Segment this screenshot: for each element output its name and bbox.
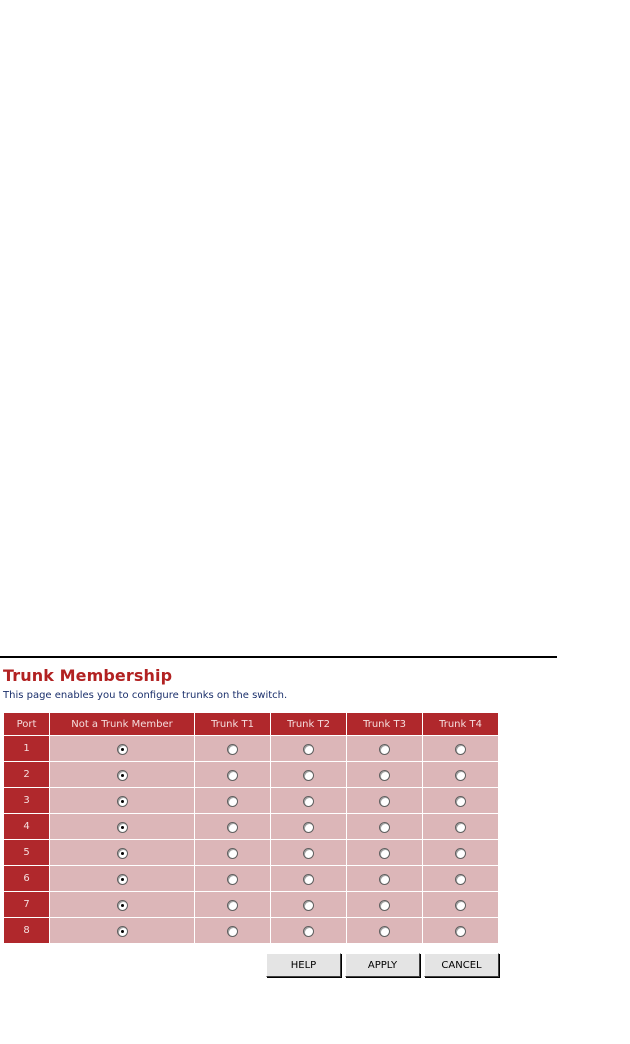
radio-port-2-t1[interactable] (227, 770, 238, 781)
cell-t2 (271, 840, 346, 865)
radio-port-6-t4[interactable] (455, 874, 466, 885)
radio-port-8-t3[interactable] (379, 926, 390, 937)
column-header-trunk-t2: Trunk T2 (271, 713, 346, 735)
radio-port-1-t2[interactable] (303, 744, 314, 755)
cell-t1 (195, 918, 270, 943)
radio-port-4-t3[interactable] (379, 822, 390, 833)
cell-not (50, 866, 194, 891)
cell-t4 (423, 788, 498, 813)
port-number: 3 (4, 788, 49, 813)
cell-t2 (271, 918, 346, 943)
radio-port-2-t4[interactable] (455, 770, 466, 781)
table-row (4, 840, 498, 865)
port-number: 4 (4, 814, 49, 839)
cell-t3 (347, 788, 422, 813)
radio-port-1-t3[interactable] (379, 744, 390, 755)
table-row (4, 788, 498, 813)
cell-not (50, 840, 194, 865)
cell-t4 (423, 866, 498, 891)
cell-t2 (271, 892, 346, 917)
radio-port-4-t4[interactable] (455, 822, 466, 833)
cell-t1 (195, 814, 270, 839)
cell-t3 (347, 814, 422, 839)
cell-t3 (347, 866, 422, 891)
cell-t4 (423, 840, 498, 865)
radio-port-3-not[interactable] (117, 796, 128, 807)
radio-port-6-t3[interactable] (379, 874, 390, 885)
column-header-trunk-t4: Trunk T4 (423, 713, 498, 735)
radio-port-1-not[interactable] (117, 744, 128, 755)
page-title: Trunk Membership (3, 666, 173, 685)
cell-t2 (271, 736, 346, 761)
cell-not (50, 736, 194, 761)
cell-not (50, 892, 194, 917)
header-divider (0, 656, 557, 658)
cell-not (50, 788, 194, 813)
column-header-not-member: Not a Trunk Member (50, 713, 194, 735)
table-row (4, 892, 498, 917)
apply-button[interactable]: APPLY (345, 953, 420, 977)
radio-port-6-t1[interactable] (227, 874, 238, 885)
cell-t4 (423, 762, 498, 787)
trunk-membership-table (3, 712, 499, 944)
port-number: 6 (4, 866, 49, 891)
cell-t4 (423, 892, 498, 917)
radio-port-2-t3[interactable] (379, 770, 390, 781)
radio-port-2-not[interactable] (117, 770, 128, 781)
page-description: This page enables you to configure trunks on the switch. (3, 690, 288, 701)
table-row (4, 736, 498, 761)
port-number: 8 (4, 918, 49, 943)
cell-t4 (423, 736, 498, 761)
cell-t2 (271, 788, 346, 813)
radio-port-8-not[interactable] (117, 926, 128, 937)
radio-port-5-t2[interactable] (303, 848, 314, 859)
radio-port-1-t1[interactable] (227, 744, 238, 755)
radio-port-8-t2[interactable] (303, 926, 314, 937)
cell-t3 (347, 840, 422, 865)
radio-port-4-t2[interactable] (303, 822, 314, 833)
column-header-port: Port (4, 713, 49, 735)
radio-port-7-t1[interactable] (227, 900, 238, 911)
table-header-row (4, 713, 498, 735)
radio-port-6-not[interactable] (117, 874, 128, 885)
radio-port-7-t2[interactable] (303, 900, 314, 911)
radio-port-2-t2[interactable] (303, 770, 314, 781)
radio-port-3-t2[interactable] (303, 796, 314, 807)
radio-port-6-t2[interactable] (303, 874, 314, 885)
table-row (4, 866, 498, 891)
cell-t3 (347, 736, 422, 761)
cell-t3 (347, 892, 422, 917)
column-header-trunk-t3: Trunk T3 (347, 713, 422, 735)
column-header-trunk-t1: Trunk T1 (195, 713, 270, 735)
radio-port-4-t1[interactable] (227, 822, 238, 833)
cell-t1 (195, 788, 270, 813)
radio-port-3-t3[interactable] (379, 796, 390, 807)
table-row (4, 814, 498, 839)
cell-not (50, 814, 194, 839)
port-number: 1 (4, 736, 49, 761)
cell-t2 (271, 762, 346, 787)
radio-port-4-not[interactable] (117, 822, 128, 833)
radio-port-3-t1[interactable] (227, 796, 238, 807)
table-row (4, 918, 498, 943)
radio-port-7-not[interactable] (117, 900, 128, 911)
cell-t3 (347, 762, 422, 787)
radio-port-5-t4[interactable] (455, 848, 466, 859)
cell-t4 (423, 918, 498, 943)
radio-port-8-t1[interactable] (227, 926, 238, 937)
port-number: 2 (4, 762, 49, 787)
help-button[interactable]: HELP (266, 953, 341, 977)
radio-port-7-t3[interactable] (379, 900, 390, 911)
cancel-button[interactable]: CANCEL (424, 953, 499, 977)
cell-t1 (195, 840, 270, 865)
radio-port-3-t4[interactable] (455, 796, 466, 807)
radio-port-5-t1[interactable] (227, 848, 238, 859)
cell-t1 (195, 736, 270, 761)
cell-not (50, 762, 194, 787)
port-number: 5 (4, 840, 49, 865)
radio-port-5-not[interactable] (117, 848, 128, 859)
cell-t2 (271, 814, 346, 839)
cell-t2 (271, 866, 346, 891)
cell-t3 (347, 918, 422, 943)
port-number: 7 (4, 892, 49, 917)
cell-t1 (195, 762, 270, 787)
cell-t1 (195, 892, 270, 917)
radio-port-1-t4[interactable] (455, 744, 466, 755)
table-row (4, 762, 498, 787)
radio-port-7-t4[interactable] (455, 900, 466, 911)
radio-port-8-t4[interactable] (455, 926, 466, 937)
cell-not (50, 918, 194, 943)
radio-port-5-t3[interactable] (379, 848, 390, 859)
cell-t4 (423, 814, 498, 839)
cell-t1 (195, 866, 270, 891)
